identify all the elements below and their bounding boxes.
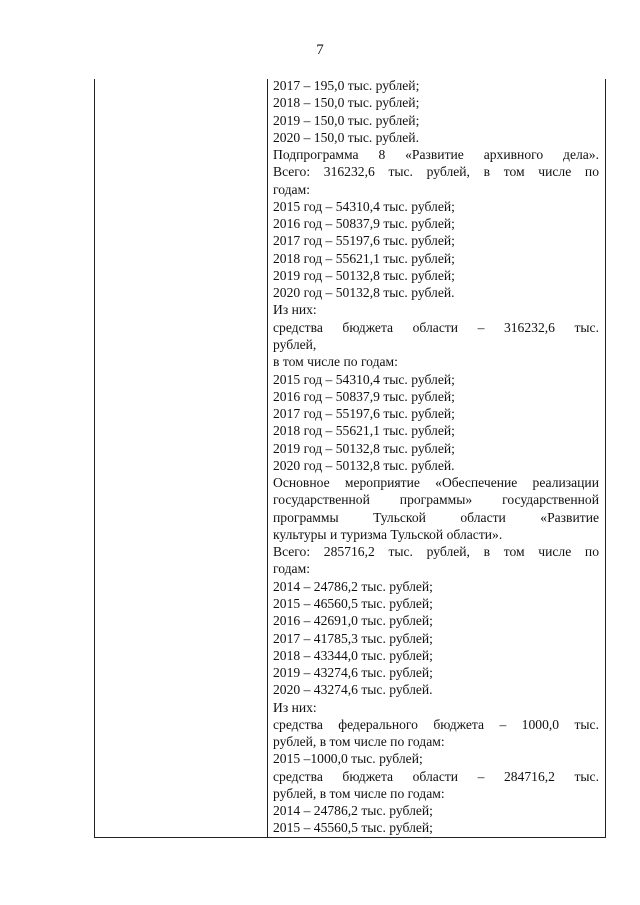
funding-text-line: 2019 – 43274,6 тыс. рублей; xyxy=(273,665,433,681)
funding-text-line: Всего: 285716,2 тыс. рублей, в том числе по xyxy=(273,544,599,560)
funding-text-line: 2016 год – 50837,9 тыс. рублей; xyxy=(273,216,455,232)
funding-text-line: 2017 год – 55197,6 тыс. рублей; xyxy=(273,233,455,249)
funding-text-line: 2018 год – 55621,1 тыс. рублей; xyxy=(273,423,455,439)
funding-text-line: 2019 год – 50132,8 тыс. рублей; xyxy=(273,440,455,456)
funding-text-line: в том числе по годам: xyxy=(273,354,398,370)
page-number: 7 xyxy=(316,42,324,58)
funding-text-line: средства федерального бюджета – 1000,0 тыс. xyxy=(273,716,599,732)
funding-text-line: 2016 год – 50837,9 тыс. рублей; xyxy=(273,388,455,404)
funding-text-line: рублей, в том числе по годам: xyxy=(273,734,445,750)
funding-text-line: государственной программы» государственной xyxy=(273,492,599,508)
funding-text-line: рублей, в том числе по годам: xyxy=(273,785,445,801)
funding-text-line: 2018 – 43344,0 тыс. рублей; xyxy=(273,647,433,663)
funding-text-line: 2020 – 43274,6 тыс. рублей. xyxy=(273,682,433,698)
funding-text-line: 2015 – 45560,5 тыс. рублей; xyxy=(273,820,433,836)
funding-text-line: Подпрограмма 8 «Развитие архивного дела». xyxy=(273,147,599,163)
funding-text-line: 2017 – 41785,3 тыс. рублей; xyxy=(273,630,433,646)
funding-text-line: 2015 год – 54310,4 тыс. рублей; xyxy=(273,198,455,214)
funding-text-line: 2018 год – 55621,1 тыс. рублей; xyxy=(273,250,455,266)
column-divider xyxy=(267,79,268,837)
funding-text-line: 2020 – 150,0 тыс. рублей. xyxy=(273,129,419,145)
funding-text-line: Всего: 316232,6 тыс. рублей, в том числе по xyxy=(273,164,599,180)
funding-text-line: Из них: xyxy=(273,699,317,715)
funding-text-line: 2019 – 150,0 тыс. рублей; xyxy=(273,112,420,128)
funding-text-line: 2014 – 24786,2 тыс. рублей; xyxy=(273,578,433,594)
funding-text-line: 2017 год – 55197,6 тыс. рублей; xyxy=(273,406,455,422)
funding-text-line: годам: xyxy=(273,181,310,197)
funding-text-line: программы Тульской области «Развитие xyxy=(273,509,599,525)
funding-text-line: 2014 – 24786,2 тыс. рублей; xyxy=(273,803,433,819)
funding-text-line: 2016 – 42691,0 тыс. рублей; xyxy=(273,613,433,629)
funding-text-line: 2019 год – 50132,8 тыс. рублей; xyxy=(273,267,455,283)
funding-text-line: Из них: xyxy=(273,302,317,318)
funding-text-line: 2018 – 150,0 тыс. рублей; xyxy=(273,95,420,111)
funding-text-line: средства бюджета области – 316232,6 тыс. xyxy=(273,319,599,335)
program-funding-cell xyxy=(273,77,599,837)
funding-text-line: 2020 год – 50132,8 тыс. рублей. xyxy=(273,285,455,301)
funding-text-line: годам: xyxy=(273,561,310,577)
funding-text-line: культуры и туризма Тульской области». xyxy=(273,526,503,542)
funding-text-line: 2020 год – 50132,8 тыс. рублей. xyxy=(273,457,455,473)
program-table xyxy=(94,79,606,838)
funding-text-line: Основное мероприятие «Обеспечение реализации xyxy=(273,475,599,491)
funding-text-line: 2015 –1000,0 тыс. рублей; xyxy=(273,751,423,767)
funding-text-line: средства бюджета области – 284716,2 тыс. xyxy=(273,768,599,784)
funding-text-line: 2015 – 46560,5 тыс. рублей; xyxy=(273,595,433,611)
funding-text-line: рублей, xyxy=(273,336,317,352)
funding-text-line: 2015 год – 54310,4 тыс. рублей; xyxy=(273,371,455,387)
funding-text-line: 2017 – 195,0 тыс. рублей; xyxy=(273,78,420,93)
